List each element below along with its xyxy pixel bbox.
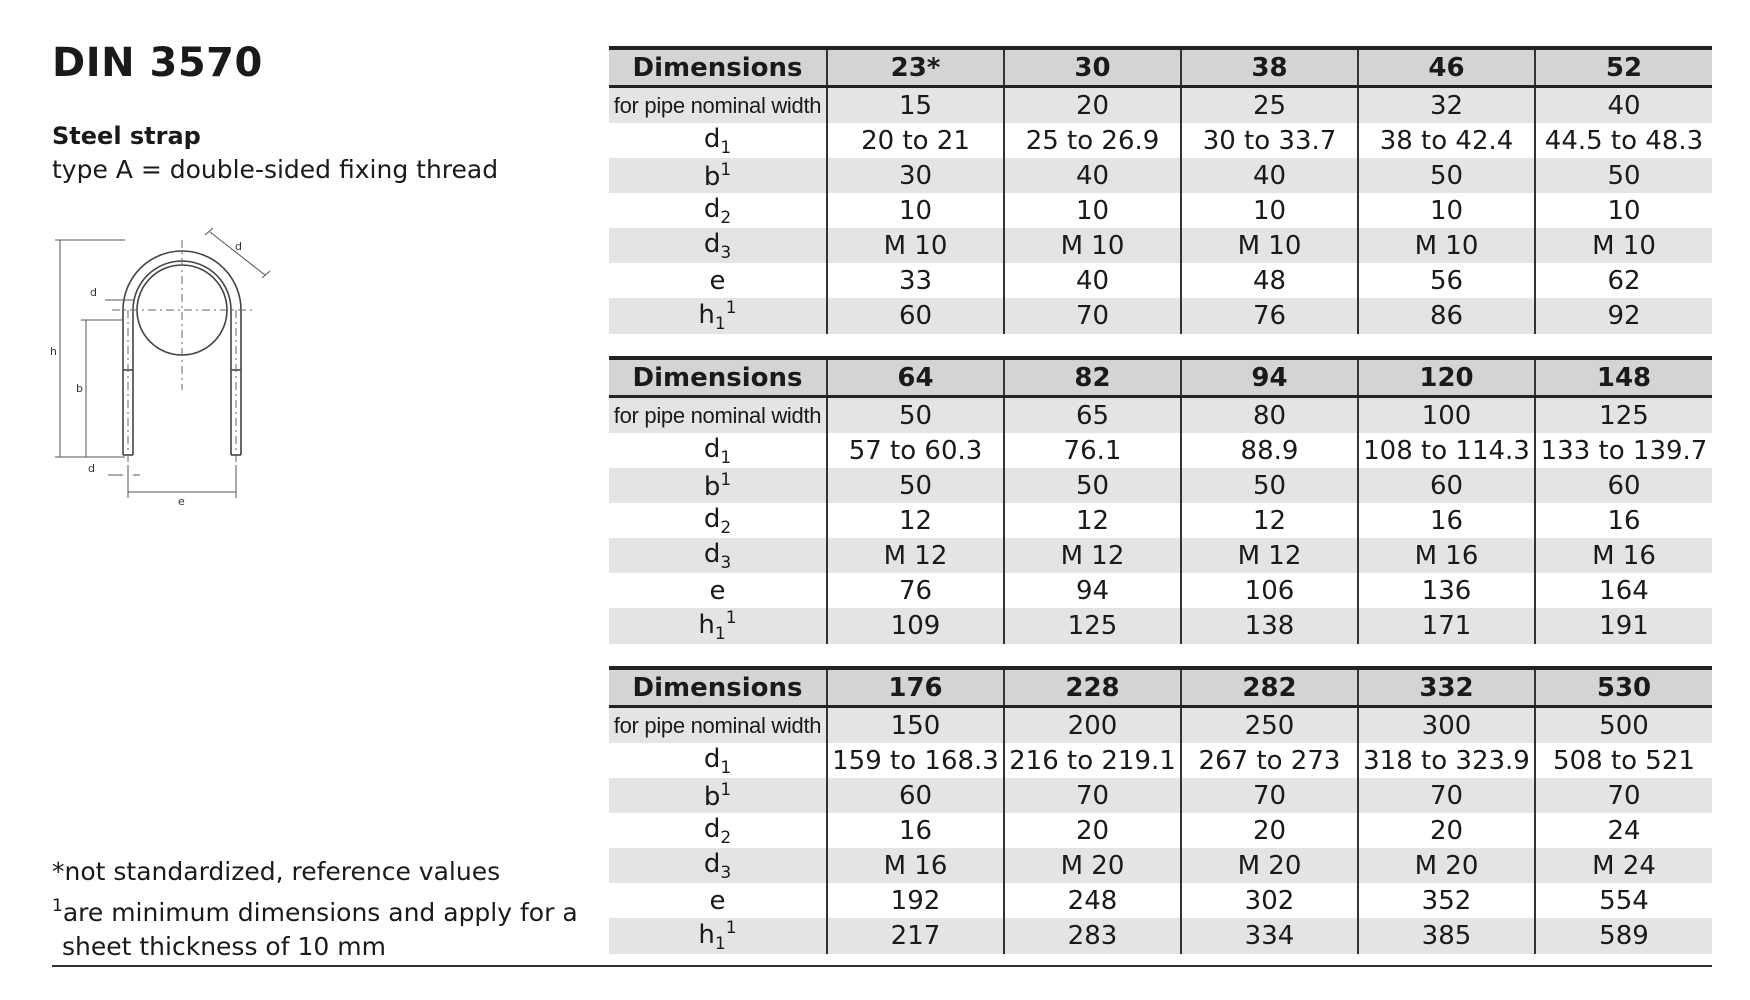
footnote-minimum-dimensions-continued: sheet thickness of 10 mm: [62, 932, 386, 961]
row-label-h1: $h_1^1$: [609, 918, 827, 954]
table-cell: 100: [1358, 397, 1535, 434]
row-label-h1: $h_1^1$: [609, 298, 827, 334]
table-cell: 40: [1181, 158, 1358, 193]
size-header: 82: [1004, 358, 1181, 397]
size-header: 64: [827, 358, 1004, 397]
table-cell: 60: [1358, 468, 1535, 503]
row-label-pipe-width: for pipe nominal width: [609, 707, 827, 744]
table-row-b1: [609, 158, 1712, 193]
table-cell: 76: [827, 573, 1004, 608]
dimension-table-3: [609, 666, 1712, 954]
table-cell: M 16: [827, 848, 1004, 883]
table-cell: 70: [1358, 778, 1535, 813]
table-cell: 125: [1004, 608, 1181, 644]
table-cell: 283: [1004, 918, 1181, 954]
row-label-d1: $d_1$: [609, 433, 827, 468]
row-label-d2: $d_2$: [609, 193, 827, 228]
table-cell: 10: [1181, 193, 1358, 228]
table-cell: 10: [827, 193, 1004, 228]
u-bolt-inner-outline: [133, 261, 231, 455]
size-header: 282: [1181, 668, 1358, 707]
table-cell: 32: [1358, 87, 1535, 124]
row-label-d3: $d_3$: [609, 538, 827, 573]
table-row-d1: [609, 433, 1712, 468]
table-row-pipe-width: [609, 87, 1712, 124]
table-row-e: [609, 883, 1712, 918]
page-title: DIN 3570: [52, 40, 263, 86]
table-cell: 554: [1535, 883, 1712, 918]
table-cell: 200: [1004, 707, 1181, 744]
size-header: 30: [1004, 48, 1181, 87]
row-label-d1: $d_1$: [609, 123, 827, 158]
table-cell: 10: [1004, 193, 1181, 228]
table-cell: 508 to 521: [1535, 743, 1712, 778]
table-row-e: [609, 573, 1712, 608]
table-cell: 589: [1535, 918, 1712, 954]
table-cell: M 20: [1181, 848, 1358, 883]
table-cell: M 12: [827, 538, 1004, 573]
table-cell: 318 to 323.9: [1358, 743, 1535, 778]
table-row-h1: [609, 298, 1712, 334]
size-header: 52: [1535, 48, 1712, 87]
row-label-h1: $h_1^1$: [609, 608, 827, 644]
table-cell: 159 to 168.3: [827, 743, 1004, 778]
diagram-label-d2: d: [90, 286, 97, 299]
row-label-d3: $d_3$: [609, 848, 827, 883]
table-cell: 20: [1181, 813, 1358, 848]
table-cell: 138: [1181, 608, 1358, 644]
table-cell: M 10: [1181, 228, 1358, 263]
table-cell: 60: [827, 298, 1004, 334]
dimensions-header: Dimensions: [609, 358, 827, 397]
table-cell: M 16: [1535, 538, 1712, 573]
table-cell: 10: [1535, 193, 1712, 228]
table-cell: 385: [1358, 918, 1535, 954]
row-label-d1: $d_1$: [609, 743, 827, 778]
footnote-not-standardized: *not standardized, reference values: [52, 857, 501, 886]
table-row-h1: [609, 918, 1712, 954]
size-header: 228: [1004, 668, 1181, 707]
table-cell: 217: [827, 918, 1004, 954]
table-cell: M 16: [1358, 538, 1535, 573]
table-cell: 70: [1004, 298, 1181, 334]
product-type-description: type A = double-sided fixing thread: [52, 155, 499, 184]
table-cell: 352: [1358, 883, 1535, 918]
table-cell: 38 to 42.4: [1358, 123, 1535, 158]
table-cell: 12: [1181, 503, 1358, 538]
diagram-label-b: b: [76, 382, 83, 395]
footnote-minimum-dimensions: $^1$are minimum dimensions and apply for a: [52, 896, 578, 927]
table-cell: 80: [1181, 397, 1358, 434]
row-label-pipe-width: for pipe nominal width: [609, 87, 827, 124]
table-cell: 92: [1535, 298, 1712, 334]
table-row-d2: [609, 813, 1712, 848]
table-cell: 16: [827, 813, 1004, 848]
table-cell: 50: [827, 468, 1004, 503]
table-cell: 16: [1358, 503, 1535, 538]
table-cell: 334: [1181, 918, 1358, 954]
table-cell: 76.1: [1004, 433, 1181, 468]
table-row-h1: [609, 608, 1712, 644]
table-cell: 136: [1358, 573, 1535, 608]
table-cell: 50: [1535, 158, 1712, 193]
table-row-pipe-width: [609, 397, 1712, 434]
table-cell: 88.9: [1181, 433, 1358, 468]
table-row-d1: [609, 123, 1712, 158]
table-cell: 250: [1181, 707, 1358, 744]
table-cell: 94: [1004, 573, 1181, 608]
table-cell: 10: [1358, 193, 1535, 228]
table-cell: 60: [1535, 468, 1712, 503]
table-cell: 12: [1004, 503, 1181, 538]
table-row-d2: [609, 503, 1712, 538]
table-cell: 164: [1535, 573, 1712, 608]
table-header-row: [609, 48, 1712, 87]
table-header-row: [609, 668, 1712, 707]
diagram-label-d3: d: [88, 462, 95, 475]
table-cell: M 10: [1004, 228, 1181, 263]
diagram-label-h1: h: [50, 345, 57, 358]
size-header: 332: [1358, 668, 1535, 707]
table-cell: 50: [1181, 468, 1358, 503]
u-bolt-technical-drawing: [50, 220, 320, 520]
table-row-e: [609, 263, 1712, 298]
table-cell: 25 to 26.9: [1004, 123, 1181, 158]
table-cell: M 12: [1004, 538, 1181, 573]
row-label-e: e: [609, 573, 827, 608]
dimensions-header: Dimensions: [609, 48, 827, 87]
table-cell: 191: [1535, 608, 1712, 644]
table-row-pipe-width: [609, 707, 1712, 744]
row-label-d2: $d_2$: [609, 813, 827, 848]
table-cell: 106: [1181, 573, 1358, 608]
row-label-e: e: [609, 263, 827, 298]
table-cell: 50: [1358, 158, 1535, 193]
table-cell: 20 to 21: [827, 123, 1004, 158]
table-cell: M 10: [1358, 228, 1535, 263]
table-cell: 150: [827, 707, 1004, 744]
table-cell: 24: [1535, 813, 1712, 848]
row-label-b1: $b^1$: [609, 778, 827, 813]
table-cell: 48: [1181, 263, 1358, 298]
size-header: 148: [1535, 358, 1712, 397]
diagram-label-d1: d: [235, 240, 242, 253]
table-cell: 65: [1004, 397, 1181, 434]
table-cell: M 24: [1535, 848, 1712, 883]
table-cell: 40: [1004, 158, 1181, 193]
table-cell: M 10: [1535, 228, 1712, 263]
table-row-b1: [609, 778, 1712, 813]
table-cell: M 10: [827, 228, 1004, 263]
row-label-e: e: [609, 883, 827, 918]
table-cell: 192: [827, 883, 1004, 918]
diagram-label-e: e: [178, 495, 185, 508]
table-cell: M 20: [1358, 848, 1535, 883]
table-cell: 50: [827, 397, 1004, 434]
bottom-divider: [52, 965, 1712, 967]
table-cell: 40: [1004, 263, 1181, 298]
table-cell: 125: [1535, 397, 1712, 434]
size-header: 176: [827, 668, 1004, 707]
table-cell: 15: [827, 87, 1004, 124]
size-header: 120: [1358, 358, 1535, 397]
table-cell: 50: [1004, 468, 1181, 503]
table-cell: 133 to 139.7: [1535, 433, 1712, 468]
table-cell: 20: [1004, 813, 1181, 848]
table-cell: 33: [827, 263, 1004, 298]
table-cell: M 20: [1004, 848, 1181, 883]
table-cell: 62: [1535, 263, 1712, 298]
table-cell: 108 to 114.3: [1358, 433, 1535, 468]
table-cell: 216 to 219.1: [1004, 743, 1181, 778]
table-cell: 40: [1535, 87, 1712, 124]
size-header: 38: [1181, 48, 1358, 87]
table-cell: 500: [1535, 707, 1712, 744]
row-label-b1: $b^1$: [609, 468, 827, 503]
table-cell: 109: [827, 608, 1004, 644]
table-row-b1: [609, 468, 1712, 503]
row-label-d3: $d_3$: [609, 228, 827, 263]
table-cell: 86: [1358, 298, 1535, 334]
dimension-table-1: [609, 46, 1712, 334]
table-header-row: [609, 358, 1712, 397]
table-cell: 44.5 to 48.3: [1535, 123, 1712, 158]
size-header: 46: [1358, 48, 1535, 87]
size-header: 94: [1181, 358, 1358, 397]
table-cell: 267 to 273: [1181, 743, 1358, 778]
table-cell: 171: [1358, 608, 1535, 644]
table-cell: 30: [827, 158, 1004, 193]
table-cell: 70: [1004, 778, 1181, 813]
table-cell: 20: [1004, 87, 1181, 124]
table-row-d3: [609, 848, 1712, 883]
table-row-d3: [609, 228, 1712, 263]
row-label-b1: $b^1$: [609, 158, 827, 193]
table-row-d1: [609, 743, 1712, 778]
table-cell: 302: [1181, 883, 1358, 918]
table-cell: 12: [827, 503, 1004, 538]
row-label-pipe-width: for pipe nominal width: [609, 397, 827, 434]
table-cell: 56: [1358, 263, 1535, 298]
dimension-table-2: [609, 356, 1712, 644]
product-subtitle: Steel strap: [52, 122, 201, 150]
table-row-d2: [609, 193, 1712, 228]
table-cell: 57 to 60.3: [827, 433, 1004, 468]
table-cell: M 12: [1181, 538, 1358, 573]
dimensions-header: Dimensions: [609, 668, 827, 707]
table-cell: 300: [1358, 707, 1535, 744]
table-cell: 70: [1535, 778, 1712, 813]
table-cell: 60: [827, 778, 1004, 813]
table-cell: 25: [1181, 87, 1358, 124]
size-header: 530: [1535, 668, 1712, 707]
table-cell: 16: [1535, 503, 1712, 538]
table-row-d3: [609, 538, 1712, 573]
table-cell: 248: [1004, 883, 1181, 918]
table-cell: 70: [1181, 778, 1358, 813]
table-cell: 20: [1358, 813, 1535, 848]
table-cell: 30 to 33.7: [1181, 123, 1358, 158]
footnotes: [52, 855, 578, 964]
size-header: 23*: [827, 48, 1004, 87]
table-cell: 76: [1181, 298, 1358, 334]
row-label-d2: $d_2$: [609, 503, 827, 538]
